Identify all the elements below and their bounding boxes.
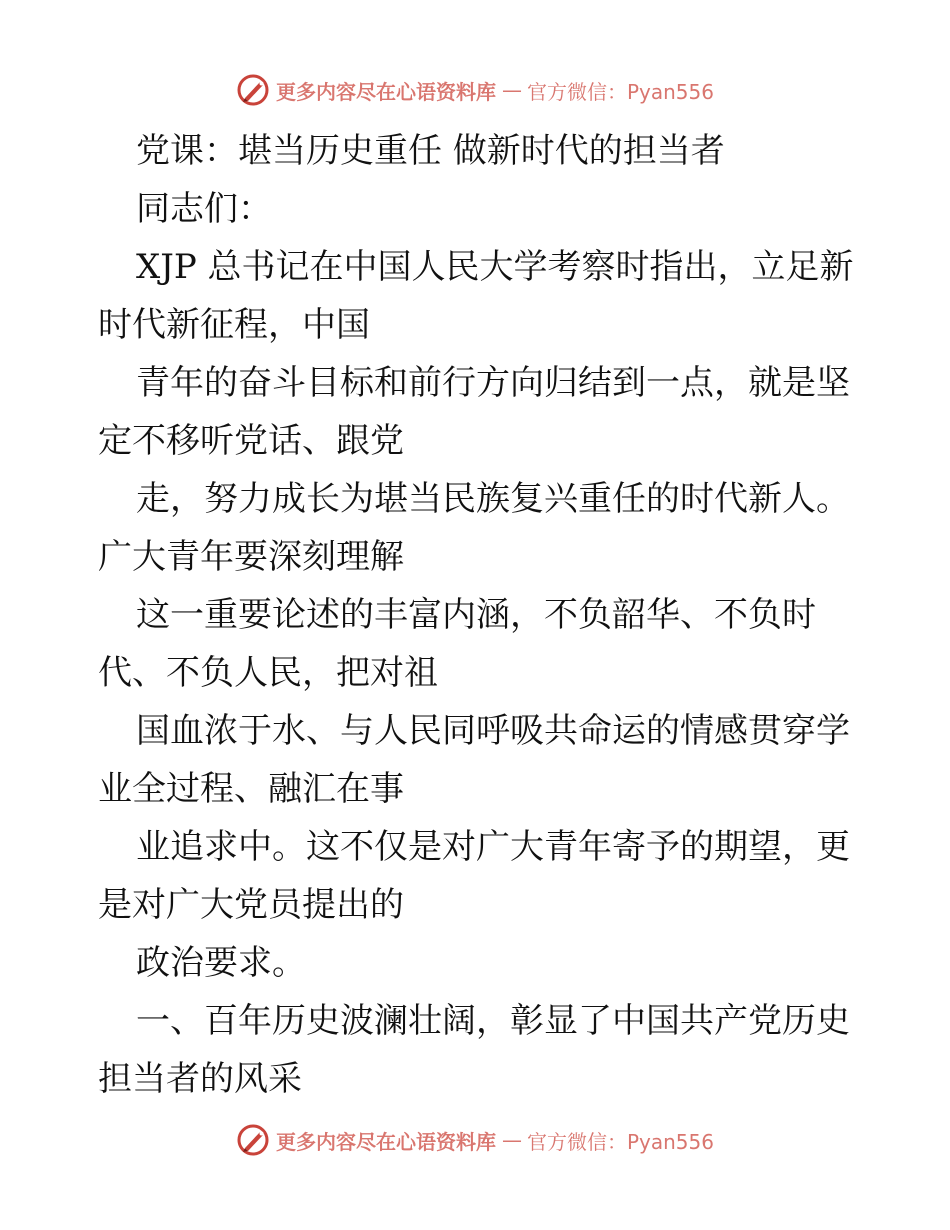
text-line: XJP 总书记在中国人民大学考察时指出，立足新 bbox=[136, 247, 854, 287]
text-line: 时代新征程，中国 bbox=[98, 305, 370, 345]
watermark-separator: — bbox=[501, 78, 521, 102]
text-line: 走，努力成长为堪当民族复兴重任的时代新人。 bbox=[136, 479, 850, 519]
text-line: 政治要求。 bbox=[136, 943, 306, 983]
pen-logo-icon bbox=[236, 73, 270, 107]
text-line: 业追求中。这不仅是对广大青年寄予的期望，更 bbox=[136, 827, 850, 867]
document-body bbox=[98, 122, 858, 1108]
text-line: 业全过程、融汇在事 bbox=[98, 769, 404, 809]
header-watermark bbox=[0, 72, 950, 108]
text-line: 广大青年要深刻理解 bbox=[98, 537, 404, 577]
text-line: 青年的奋斗目标和前行方向归结到一点，就是坚 bbox=[136, 363, 850, 403]
footer-watermark bbox=[0, 1122, 950, 1158]
watermark-separator: — bbox=[501, 1128, 521, 1152]
text-line: 是对广大党员提出的 bbox=[98, 885, 404, 925]
watermark-contact: 官方微信：Pyan556 bbox=[526, 1129, 714, 1154]
watermark-text: 更多内容尽在心语资料库 bbox=[275, 1129, 496, 1154]
text-line: 国血浓于水、与人民同呼吸共命运的情感贯穿学 bbox=[136, 711, 850, 751]
salutation: 同志们： bbox=[136, 189, 272, 229]
text-line: 这一重要论述的丰富内涵，不负韶华、不负时 bbox=[136, 595, 816, 635]
section-heading: 一、百年历史波澜壮阔，彰显了中国共产党历史 bbox=[136, 1001, 850, 1041]
pen-logo-icon bbox=[236, 1123, 270, 1157]
section-heading-continued: 担当者的风采 bbox=[98, 1059, 302, 1099]
watermark-contact: 官方微信：Pyan556 bbox=[526, 79, 714, 104]
text-line: 代、不负人民，把对祖 bbox=[98, 653, 438, 693]
text-line: 定不移听党话、跟党 bbox=[98, 421, 404, 461]
watermark-text: 更多内容尽在心语资料库 bbox=[275, 79, 496, 104]
document-title: 党课：堪当历史重任 做新时代的担当者 bbox=[136, 131, 725, 171]
